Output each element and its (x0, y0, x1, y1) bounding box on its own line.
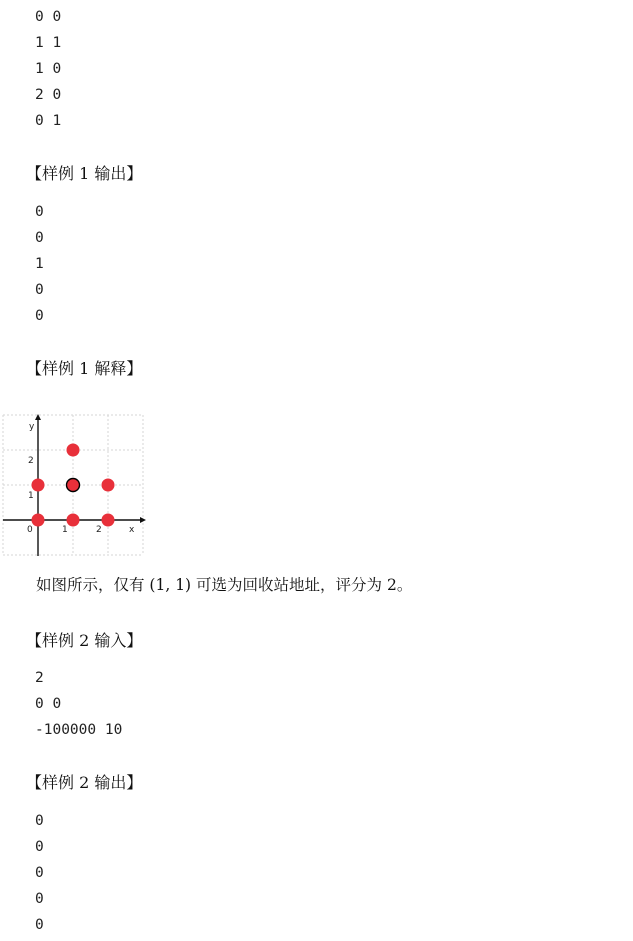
point (32, 479, 45, 492)
highlighted-point (67, 479, 80, 492)
explanation-text: 如图所示，仅有 (1, 1) 可选为回收站地址，评分为 2。 (36, 576, 413, 594)
code-line: 1 0 (35, 61, 62, 77)
point (102, 514, 115, 527)
code-line: 1 1 (35, 35, 62, 51)
x-tick-label: 2 (96, 525, 102, 535)
y-tick-label: 2 (28, 456, 34, 466)
x-axis-arrow-icon (140, 517, 146, 523)
code-line: 2 (35, 670, 44, 686)
points (32, 444, 115, 527)
code-line: 0 0 (35, 696, 62, 712)
sample2-input-heading: 【样例 2 输入】 (26, 631, 143, 650)
sample1-explanation-heading: 【样例 1 解释】 (26, 359, 143, 378)
code-line: 0 (35, 813, 44, 829)
x-axis-label: x (129, 525, 135, 535)
code-line: 2 0 (35, 87, 62, 103)
y-tick-label: 1 (28, 491, 34, 501)
x-tick-label: 0 (27, 525, 33, 535)
code-line: -100000 10 (35, 722, 123, 738)
point (67, 514, 80, 527)
code-line: 1 (35, 256, 44, 272)
code-line: 0 (35, 865, 44, 881)
code-line: 0 (35, 308, 44, 324)
point (102, 479, 115, 492)
sample2-output-heading: 【样例 2 输出】 (26, 773, 143, 792)
x-tick-label: 1 (62, 525, 68, 535)
code-line: 0 (35, 282, 44, 298)
code-line: 0 (35, 230, 44, 246)
code-line: 0 1 (35, 113, 62, 129)
point (67, 444, 80, 457)
points-diagram (0, 410, 150, 560)
sample1-output-heading: 【样例 1 输出】 (26, 164, 143, 183)
code-line: 0 (35, 839, 44, 855)
code-line: 0 (35, 891, 44, 907)
code-line: 0 (35, 917, 44, 933)
y-axis-label: y (29, 422, 35, 432)
point (32, 514, 45, 527)
code-line: 0 (35, 204, 44, 220)
code-line: 0 0 (35, 9, 62, 25)
